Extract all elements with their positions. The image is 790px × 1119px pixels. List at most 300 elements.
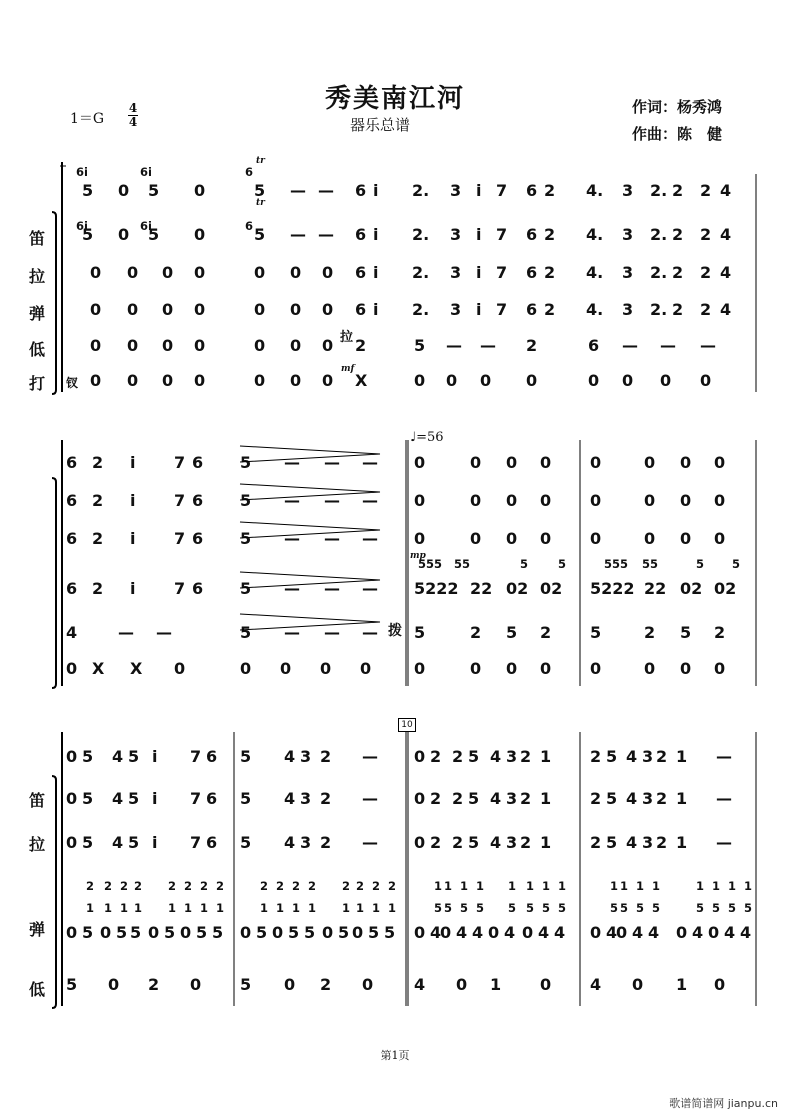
note: i (152, 833, 158, 852)
dash: — (660, 336, 676, 355)
pluck-note: 5 (164, 923, 176, 942)
note: 6 (526, 300, 538, 319)
note: 2 (544, 263, 556, 282)
pluck-note: 2 (276, 879, 285, 893)
note: 0 (194, 225, 206, 244)
pluck-note: 0 (616, 923, 628, 942)
dash: — (362, 579, 378, 598)
pluck-note: 5 (82, 923, 94, 942)
rest: 0 (162, 300, 174, 319)
rest: 0 (322, 371, 334, 390)
note: 3 (642, 747, 654, 766)
tempo-marking: ♩=56 (410, 430, 444, 445)
pluck-note: 5 (476, 901, 485, 915)
trill-mark-bottom: tr (256, 198, 265, 208)
rest: 0 (414, 491, 426, 510)
note: 2. (650, 181, 668, 200)
pluck-note: 5 (256, 923, 268, 942)
note: 1 (676, 789, 688, 808)
note: 6 (355, 181, 367, 200)
note: 4. (586, 263, 604, 282)
pluck-note: 0 (352, 923, 364, 942)
rest: 0 (622, 371, 634, 390)
note: 2 (320, 747, 332, 766)
pluck-note: 1 (104, 901, 113, 915)
note: 4 (490, 833, 502, 852)
pluck-note: 4 (456, 923, 468, 942)
note: 6 (192, 453, 204, 472)
pluck-note: 5 (744, 901, 753, 915)
perc-hit: X (130, 659, 143, 678)
dash: — (290, 181, 306, 200)
pluck-note: 1 (620, 879, 629, 893)
rest: 0 (526, 371, 538, 390)
note: 5 (414, 336, 426, 355)
rest: 0 (194, 371, 206, 390)
pluck-note: 1 (184, 901, 193, 915)
label-la-3: 拉 (28, 835, 45, 854)
pluck-note: 4 (692, 923, 704, 942)
chord: 5222 (590, 579, 635, 598)
pluck-note: 5 (116, 923, 128, 942)
pluck-note: 1 (728, 879, 737, 893)
note: 0 (66, 789, 78, 808)
note: 7 (496, 225, 508, 244)
note: 0 (714, 975, 726, 994)
note: 7 (174, 579, 186, 598)
note: 2 (148, 975, 160, 994)
pluck-note: 1 (260, 901, 269, 915)
note: 1 (676, 833, 688, 852)
dash: — (716, 789, 732, 808)
pluck-note: 5 (728, 901, 737, 915)
note: 5 (468, 833, 480, 852)
note: 3 (450, 300, 462, 319)
note: 5 (82, 789, 94, 808)
pluck-note: 1 (342, 901, 351, 915)
note: — (362, 789, 378, 808)
subtitle: 器乐总谱 (349, 116, 410, 134)
note: 2. (650, 300, 668, 319)
note: 2. (412, 181, 430, 200)
dash: — (284, 579, 300, 598)
note: 5 (606, 789, 618, 808)
label-di-low-1: 低 (28, 340, 45, 359)
dash: — (700, 336, 716, 355)
decrescendo (240, 614, 380, 630)
pluck-note: 4 (724, 923, 736, 942)
pluck-note: 2 (308, 879, 317, 893)
pluck-note: 1 (476, 879, 485, 893)
note: 6 (355, 300, 367, 319)
rest: 0 (90, 371, 102, 390)
chord-top: 55 (642, 557, 659, 571)
note: 7 (174, 529, 186, 548)
note: 2 (320, 975, 332, 994)
note: 4 (626, 833, 638, 852)
note: — (324, 529, 340, 548)
note: 5 (240, 833, 252, 852)
note: 2 (526, 336, 538, 355)
chord: 5222 (414, 579, 459, 598)
pluck-note: 5 (460, 901, 469, 915)
pluck-note: 0 (272, 923, 284, 942)
note: 5 (240, 975, 252, 994)
chord: 22 (644, 579, 667, 598)
note: 5 (240, 747, 252, 766)
pluck-note: 2 (342, 879, 351, 893)
note: 5 (414, 623, 426, 642)
pluck-note: 2 (260, 879, 269, 893)
site-watermark: 歌谱简谱网 jianpu.cn (669, 1097, 778, 1110)
note: 6 (355, 225, 367, 244)
rest: 0 (590, 529, 602, 548)
pluck-note: 1 (610, 879, 619, 893)
note: 2 (452, 747, 464, 766)
pluck-note: 2 (216, 879, 225, 893)
note: 2 (590, 833, 602, 852)
note: 4 (414, 975, 426, 994)
pluck-note: 5 (542, 901, 551, 915)
note: 7 (496, 263, 508, 282)
pluck-note: 4 (430, 923, 442, 942)
note: i (373, 181, 379, 200)
rest: 0 (714, 491, 726, 510)
note: i (476, 181, 482, 200)
note: 5 (240, 491, 252, 510)
note: 0 (362, 975, 374, 994)
note: 2 (92, 529, 104, 548)
pluck-note: 1 (652, 879, 661, 893)
rest: 0 (446, 371, 458, 390)
pluck-note: 0 (322, 923, 334, 942)
note: 5 (590, 623, 602, 642)
note: 2 (355, 336, 367, 355)
note: 4 (590, 975, 602, 994)
page-title: 秀美南江河 (324, 84, 465, 114)
technique-la: 拉 (340, 330, 354, 345)
note: 6 (526, 263, 538, 282)
rest: 0 (506, 491, 518, 510)
note: 6 (588, 336, 600, 355)
rest: 0 (162, 336, 174, 355)
lyricist-credit: 作词：杨秀鸿 (632, 98, 723, 116)
note: 6 (66, 529, 78, 548)
rest: 0 (162, 263, 174, 282)
note: 3 (506, 833, 518, 852)
pluck-note: 1 (696, 879, 705, 893)
note: 2 (430, 833, 442, 852)
pluck-note: 5 (636, 901, 645, 915)
pluck-note: 2 (388, 879, 397, 893)
rest: 0 (240, 659, 252, 678)
chord-top: 5 (696, 557, 705, 571)
note: 6 (192, 579, 204, 598)
rest: 0 (590, 659, 602, 678)
note: 6 (66, 453, 78, 472)
grace-note: 6i (76, 165, 88, 179)
perc-hit: X (92, 659, 105, 678)
pluck-note: 1 (356, 901, 365, 915)
rest: 0 (644, 453, 656, 472)
note: 4 (284, 747, 296, 766)
perc-hit: X (355, 371, 368, 390)
note: 0 (66, 747, 78, 766)
note: i (476, 225, 482, 244)
note: 2 (520, 747, 532, 766)
note: 5 (148, 181, 160, 200)
note: 2 (672, 263, 684, 282)
note: i (130, 491, 136, 510)
rest: 0 (194, 263, 206, 282)
label-cymbal: 钗 (65, 376, 78, 390)
rest: 0 (290, 300, 302, 319)
pluck-note: 0 (676, 923, 688, 942)
rest: 0 (680, 453, 692, 472)
note: 2 (656, 833, 668, 852)
pluck-note: 5 (434, 901, 443, 915)
rest: 0 (506, 659, 518, 678)
rest: 0 (90, 336, 102, 355)
rest: 0 (194, 336, 206, 355)
note: 0 (414, 789, 426, 808)
note: 3 (300, 789, 312, 808)
note: 0 (190, 975, 202, 994)
pluck-note: 2 (120, 879, 129, 893)
time-signature-top: 4 (128, 101, 138, 115)
note: 2 (700, 181, 712, 200)
rest: 0 (322, 336, 334, 355)
rest: 0 (506, 529, 518, 548)
label-tan-3: 弹 (28, 920, 45, 939)
pluck-note: 5 (620, 901, 629, 915)
note: 2 (430, 789, 442, 808)
note: 2 (714, 623, 726, 642)
note: 2 (452, 833, 464, 852)
note: 1 (676, 747, 688, 766)
note: 0 (540, 975, 552, 994)
pluck-note: 4 (554, 923, 566, 942)
note: 3 (622, 225, 634, 244)
rest: 0 (127, 300, 139, 319)
note: 4 (720, 263, 732, 282)
pluck-note: 2 (86, 879, 95, 893)
note: 2 (672, 225, 684, 244)
pluck-note: 1 (276, 901, 285, 915)
dash: — (290, 225, 306, 244)
note: 0 (108, 975, 120, 994)
note: 2 (590, 747, 602, 766)
note: 7 (174, 491, 186, 510)
rest: 0 (590, 491, 602, 510)
pluck-note: 0 (708, 923, 720, 942)
pluck-note: 0 (522, 923, 534, 942)
note: 2 (92, 491, 104, 510)
rest: 0 (506, 453, 518, 472)
note: — (284, 491, 300, 510)
dash: — (318, 181, 334, 200)
note: 2 (320, 833, 332, 852)
pluck-note: 1 (526, 879, 535, 893)
note: 2 (452, 789, 464, 808)
note: 7 (190, 747, 202, 766)
note: — (324, 491, 340, 510)
pluck-note: 5 (610, 901, 619, 915)
dash: — (480, 336, 496, 355)
note: — (362, 833, 378, 852)
rest: 0 (680, 491, 692, 510)
dynamic-mf: mf (341, 364, 355, 374)
pluck-note: 5 (288, 923, 300, 942)
note: 2. (412, 225, 430, 244)
chord: 22 (470, 579, 493, 598)
rest: 0 (714, 659, 726, 678)
dash: — (324, 623, 340, 642)
note: 0 (456, 975, 468, 994)
rest: 0 (290, 263, 302, 282)
technique-pluck: 拨 (388, 623, 402, 639)
rest: 0 (680, 529, 692, 548)
note: 0 (118, 225, 130, 244)
note: 5 (506, 623, 518, 642)
pluck-note: 4 (472, 923, 484, 942)
pluck-note: 1 (744, 879, 753, 893)
rest: 0 (254, 371, 266, 390)
pluck-note: 0 (488, 923, 500, 942)
rest: 0 (714, 529, 726, 548)
rest: 0 (66, 659, 78, 678)
note: 4 (284, 833, 296, 852)
dash: — (324, 579, 340, 598)
pluck-note: 1 (134, 901, 143, 915)
pluck-note: 1 (388, 901, 397, 915)
note: 1 (540, 747, 552, 766)
pluck-note: 4 (504, 923, 516, 942)
note: 2 (520, 833, 532, 852)
pluck-note: 4 (648, 923, 660, 942)
note: 5 (240, 453, 252, 472)
note: — (362, 453, 378, 472)
trill-mark-top: tr (256, 156, 265, 166)
note: 0 (118, 181, 130, 200)
note: 4 (626, 789, 638, 808)
rest: 0 (90, 300, 102, 319)
pluck-note: 1 (120, 901, 129, 915)
page-number: 第1页 (380, 1049, 410, 1062)
note: i (373, 225, 379, 244)
note: 2 (656, 789, 668, 808)
rest: 0 (414, 453, 426, 472)
pluck-note: 1 (542, 879, 551, 893)
pluck-note: 5 (304, 923, 316, 942)
note: — (362, 491, 378, 510)
note: 1 (540, 833, 552, 852)
note: 7 (496, 181, 508, 200)
note: 1 (540, 789, 552, 808)
note: 5 (606, 747, 618, 766)
rest: 0 (540, 491, 552, 510)
time-signature-bottom: 4 (128, 115, 138, 129)
note: 2. (650, 263, 668, 282)
group-bracket (52, 212, 56, 394)
note: 4 (490, 747, 502, 766)
dash: — (118, 623, 134, 642)
note: 7 (190, 833, 202, 852)
chord-top: 555 (418, 557, 443, 571)
pluck-note: 5 (508, 901, 517, 915)
note: 6 (206, 833, 218, 852)
rest: 0 (280, 659, 292, 678)
note: 4. (586, 300, 604, 319)
pluck-note: 0 (66, 923, 78, 942)
note: 6 (66, 491, 78, 510)
pluck-note: 5 (338, 923, 350, 942)
grace-note: 6 (245, 219, 254, 233)
note: i (476, 300, 482, 319)
note: 4 (720, 300, 732, 319)
pluck-note: 2 (104, 879, 113, 893)
note: 1 (676, 975, 688, 994)
note: 0 (632, 975, 644, 994)
note: 6 (526, 181, 538, 200)
pluck-note: 1 (86, 901, 95, 915)
note: 2 (644, 623, 656, 642)
note: 2 (700, 225, 712, 244)
note: 6 (192, 529, 204, 548)
pluck-note: 5 (444, 901, 453, 915)
note: 5 (240, 789, 252, 808)
note: 2 (544, 181, 556, 200)
chord: 02 (540, 579, 563, 598)
note: — (362, 529, 378, 548)
note: 0 (194, 181, 206, 200)
pluck-note: 0 (440, 923, 452, 942)
rest: 0 (320, 659, 332, 678)
pluck-note: 1 (308, 901, 317, 915)
note: 2 (544, 300, 556, 319)
rest: 0 (540, 453, 552, 472)
note: 2 (672, 300, 684, 319)
note: 2. (650, 225, 668, 244)
note: 5 (82, 181, 94, 200)
rest: 0 (644, 529, 656, 548)
note: i (130, 579, 136, 598)
note: — (284, 453, 300, 472)
decrescendo (240, 446, 380, 462)
note: 3 (622, 181, 634, 200)
pluck-note: 1 (712, 879, 721, 893)
label-tan-1: 弹 (28, 304, 45, 323)
pluck-note: 2 (184, 879, 193, 893)
note: 2 (544, 225, 556, 244)
note: 5 (680, 623, 692, 642)
chord: 02 (506, 579, 529, 598)
dash: — (362, 623, 378, 642)
pluck-note: 5 (526, 901, 535, 915)
pluck-note: 5 (196, 923, 208, 942)
chord-top: 5 (558, 557, 567, 571)
rest: 0 (644, 659, 656, 678)
rest: 0 (680, 659, 692, 678)
note: 5 (606, 833, 618, 852)
rest: 0 (127, 263, 139, 282)
pluck-note: 1 (444, 879, 453, 893)
pluck-note: 4 (740, 923, 752, 942)
note: 2 (92, 453, 104, 472)
pluck-note: 1 (434, 879, 443, 893)
note: 5 (82, 225, 94, 244)
note: 3 (300, 747, 312, 766)
